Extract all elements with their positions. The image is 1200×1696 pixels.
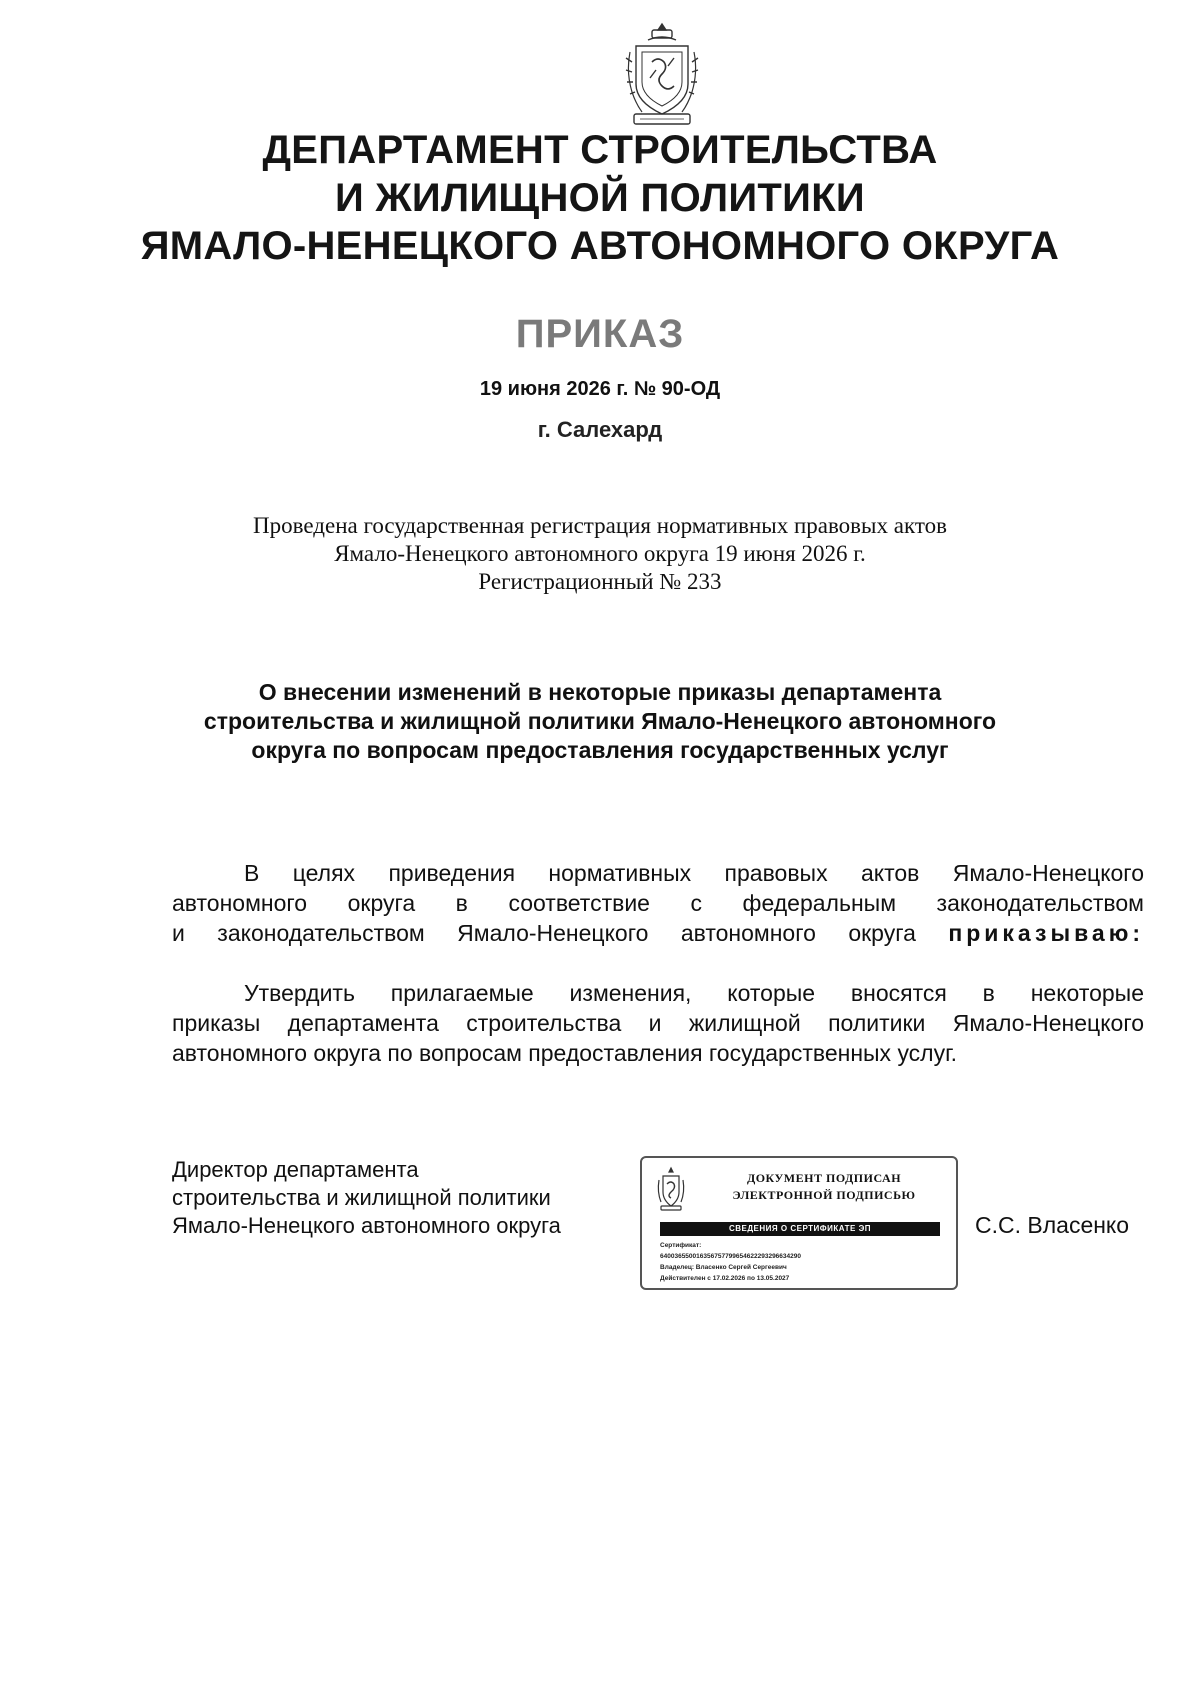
paragraph-line: автономного округа по вопросам предоставления государственных услуг. <box>172 1040 958 1066</box>
department-title <box>100 126 1100 270</box>
stamp-certificate-bar: СВЕДЕНИЯ О СЕРТИФИКАТЕ ЭП <box>660 1222 940 1236</box>
order-subject <box>120 678 1080 765</box>
paragraph-line: Утвердить прилагаемые изменения, которые вносятся в некоторые <box>244 980 1144 1006</box>
stamp-title-line: ДОКУМЕНТ ПОДПИСАН <box>746 1171 902 1185</box>
paragraph-line: автономного округа в соответствие с федеральным законодательством <box>172 890 1144 916</box>
signer-position-line: Ямало-Ненецкого автономного округа <box>172 1213 561 1238</box>
subject-line: строительства и жилищной политики Ямало-Ненецкого автономного <box>203 708 997 734</box>
registration-note <box>150 512 1050 596</box>
stamp-detail-line: Владелец: Власенко Сергей Сергеевич <box>660 1264 787 1271</box>
stamp-detail-line: Действителен с 17.02.2026 по 13.05.2027 <box>660 1275 790 1282</box>
paragraph-line: В целях приведения нормативных правовых актов Ямало-Ненецкого <box>244 860 1144 886</box>
stamp-certificate-details <box>660 1240 950 1284</box>
department-title-line: ДЕПАРТАМЕНТ СТРОИТЕЛЬСТВА <box>262 128 938 172</box>
registration-line: Регистрационный № 233 <box>478 569 722 594</box>
department-title-line: ЯМАЛО-НЕНЕЦКОГО АВТОНОМНОГО ОКРУГА <box>140 224 1060 268</box>
signer-position-line: Директор департамента <box>172 1157 419 1182</box>
stamp-title-line: ЭЛЕКТРОННОЙ ПОДПИСЬЮ <box>732 1188 916 1202</box>
subject-line: округа по вопросам предоставления государственных услуг <box>251 737 949 763</box>
signer-position <box>172 1156 632 1240</box>
coat-of-arms-icon <box>656 1166 686 1212</box>
document-type: ПРИКАЗ <box>515 312 685 356</box>
stamp-detail-line: Сертификат: <box>660 1242 702 1249</box>
paragraph-line: приказы департамента строительства и жилищной политики Ямало-Ненецкого <box>172 1010 1144 1036</box>
registration-line: Проведена государственная регистрация нормативных правовых актов <box>253 513 947 538</box>
subject-line: О внесении изменений в некоторые приказы департамента <box>258 679 942 705</box>
body-paragraph-2 <box>172 978 1144 1068</box>
registration-line: Ямало-Ненецкого автономного округа 19 июня 2026 г. <box>334 541 866 566</box>
stamp-detail-line: 640036550016356757799654622293296634290 <box>660 1253 801 1260</box>
signer-name: С.С. Власенко <box>975 1212 1130 1238</box>
body-paragraph-1 <box>172 858 1144 948</box>
department-title-line: И ЖИЛИЩНОЙ ПОЛИТИКИ <box>335 176 865 220</box>
paragraph-line <box>172 918 1144 948</box>
stamp-title <box>698 1170 950 1204</box>
order-city: г. Салехард <box>537 417 663 442</box>
yamal-nenets-coat-of-arms-icon <box>622 22 702 128</box>
paragraph-line-text: и законодательством Ямало-Ненецкого автономного округа <box>172 920 916 946</box>
electronic-signature-stamp <box>640 1156 958 1290</box>
signer-position-line: строительства и жилищной политики <box>172 1185 551 1210</box>
order-date-number: 19 июня 2026 г. № 90-ОД <box>479 378 721 400</box>
order-keyword: приказываю: <box>948 920 1145 946</box>
